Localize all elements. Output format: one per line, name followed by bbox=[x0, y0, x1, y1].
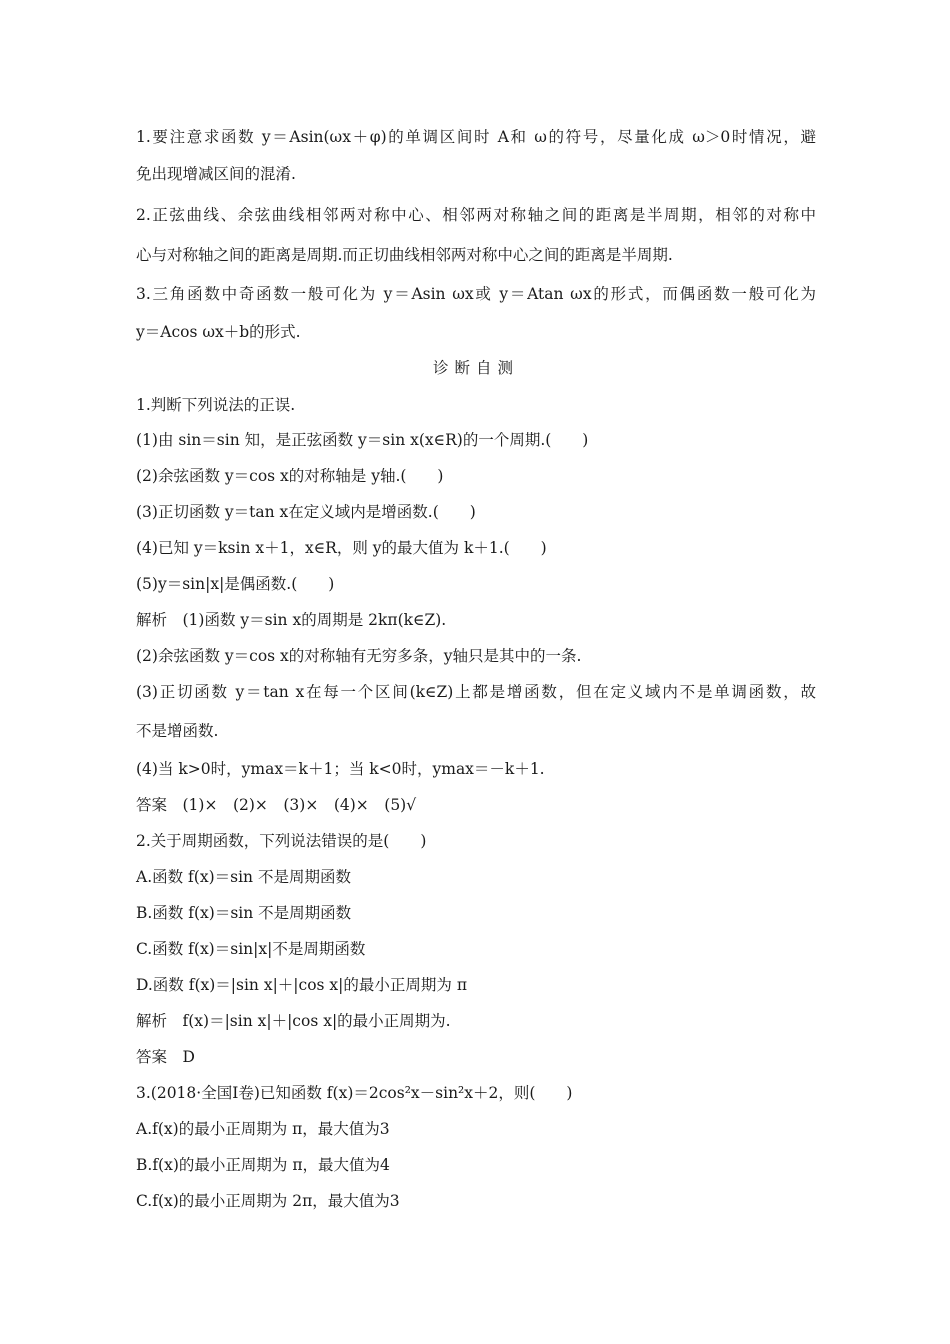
note-2-line-2: 心与对称轴之间的距离是周期.而正切曲线相邻两对称中心之间的距离是半周期. bbox=[136, 246, 673, 264]
q1-analysis-5: (4)当 k>0时，ymax＝k＋1；当 k<0时，ymax＝－k＋1. bbox=[136, 760, 545, 778]
q1-item-1: (1)由 sin＝sin 知，是正弦函数 y＝sin x(x∈R)的一个周期.( ) bbox=[136, 431, 589, 449]
q1-item-2: (2)余弦函数 y＝cos x的对称轴是 y轴.( ) bbox=[136, 467, 444, 485]
q1-analysis-2: (2)余弦函数 y＝cos x的对称轴有无穷多条，y轴只是其中的一条. bbox=[136, 647, 582, 665]
q3-option-a: A.f(x)的最小正周期为 π，最大值为3 bbox=[136, 1120, 390, 1138]
q1-analysis-3: (3)正切函数 y＝tan x在每一个区间(k∈Z)上都是增函数，但在定义域内不是单调函数，故 bbox=[136, 683, 816, 701]
q3-stem: 3.(2018·全国Ⅰ卷)已知函数 f(x)＝2cos²x－sin²x＋2，则( ) bbox=[136, 1084, 573, 1102]
q2-option-c: C.函数 f(x)＝sin|x|不是周期函数 bbox=[136, 940, 366, 958]
note-1-line-1: 1.要注意求函数 y＝Asin(ωx＋φ)的单调区间时 A和 ω的符号，尽量化成 ω＞0时情况，避 bbox=[136, 128, 816, 146]
note-3-line-1: 3.三角函数中奇函数一般可化为 y＝Asin ωx或 y＝Atan ωx的形式，而偶函数一般可化为 bbox=[136, 285, 816, 303]
q1-item-5: (5)y＝sin|x|是偶函数.( ) bbox=[136, 575, 335, 593]
q2-stem: 2.关于周期函数，下列说法错误的是( ) bbox=[136, 832, 427, 850]
q3-option-b: B.f(x)的最小正周期为 π，最大值为4 bbox=[136, 1156, 390, 1174]
q2-option-a: A.函数 f(x)＝sin 不是周期函数 bbox=[136, 868, 351, 886]
q1-item-3: (3)正切函数 y＝tan x在定义域内是增函数.( ) bbox=[136, 503, 476, 521]
q2-analysis: 解析 f(x)＝|sin x|＋|cos x|的最小正周期为. bbox=[136, 1012, 451, 1030]
note-1-line-2: 免出现增减区间的混淆. bbox=[136, 165, 296, 183]
q1-analysis-1: 解析 (1)函数 y＝sin x的周期是 2kπ(k∈Z). bbox=[136, 611, 447, 629]
q3-option-c: C.f(x)的最小正周期为 2π，最大值为3 bbox=[136, 1192, 400, 1210]
q1-answer: 答案 (1)× (2)× (3)× (4)× (5)√ bbox=[136, 796, 417, 814]
q1-stem: 1.判断下列说法的正误. bbox=[136, 396, 296, 414]
q2-option-b: B.函数 f(x)＝sin 不是周期函数 bbox=[136, 904, 352, 922]
q1-item-4: (4)已知 y＝ksin x＋1，x∈R，则 y的最大值为 k＋1.( ) bbox=[136, 539, 547, 557]
note-3-line-2: y＝Acos ωx＋b的形式. bbox=[136, 323, 301, 341]
note-2-line-1: 2.正弦曲线、余弦曲线相邻两对称中心、相邻两对称轴之间的距离是半周期，相邻的对称中 bbox=[136, 206, 816, 224]
q2-answer: 答案 D bbox=[136, 1048, 195, 1066]
q1-analysis-4: 不是增函数. bbox=[136, 722, 219, 740]
section-title: 诊断自测 bbox=[432, 359, 519, 377]
q2-option-d: D.函数 f(x)＝|sin x|＋|cos x|的最小正周期为 π bbox=[136, 976, 468, 994]
